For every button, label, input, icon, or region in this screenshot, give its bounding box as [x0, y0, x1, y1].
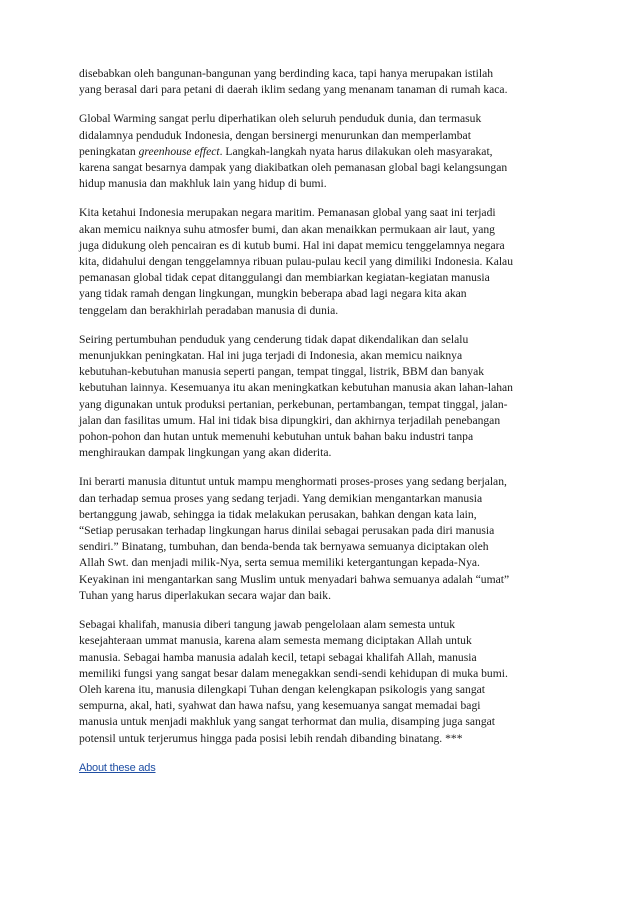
- paragraph-4: [79, 332, 567, 462]
- text-line: Seiring pertumbuhan penduduk yang cenderung tidak dapat dikendalikan dan selalu: [79, 332, 469, 346]
- paragraph-1: [79, 66, 567, 98]
- text-line: karena sangat besarnya dampak yang diakibatkan oleh pemanasan global bagi kelangsungan: [79, 161, 508, 175]
- document-body: [79, 66, 567, 776]
- italic-term: greenhouse effect: [138, 144, 220, 158]
- text-line: pemanasan global tidak cepat ditanggulangi dan membiarkan kegiatan-kegiatan manusia: [79, 271, 490, 285]
- text-line: Oleh karena itu, manusia dilengkapi Tuhan dengan kelengkapan psikologis yang sangat: [79, 682, 486, 696]
- text-line: manusia untuk menjadi makhluk yang sangat terhormat dan mulia, disamping juga sangat: [79, 715, 495, 729]
- text-line: disebabkan oleh bangunan-bangunan yang berdinding kaca, tapi hanya merupakan istilah: [79, 67, 494, 80]
- text-line: potensil untuk terjerumus hingga pada posisi lebih rendah dibanding binatang. ***: [79, 731, 463, 745]
- paragraph-2: [79, 111, 567, 192]
- text-line: kita, didahului dengan tenggelamnya ribuan pulau-pulau kecil yang dimiliki Indonesia. Kalau: [79, 255, 514, 269]
- text-line: kebutuhan-kebutuhan manusia seperti pangan, tempat tinggal, listrik, BBM dan banyak: [79, 365, 485, 379]
- text-line: sempurna, akal, hati, syahwat dan hawa nafsu, yang kesemuanya sangat memadai bagi: [79, 699, 481, 713]
- text-line: peningkatan greenhouse effect. Langkah-langkah nyata harus dilakukan oleh masyarakat,: [79, 144, 493, 158]
- paragraph-5: [79, 474, 567, 604]
- text-line: tenggelam dan berakhirlah peradaban manusia di dunia.: [79, 303, 339, 317]
- text-line: yang berasal dari para petani di daerah iklim sedang yang menanam tanaman di rumah kaca.: [79, 83, 508, 97]
- about-these-ads-link[interactable]: About these ads: [79, 761, 156, 774]
- text-line: Kita ketahui Indonesia merupakan negara maritim. Pemanasan global yang saat ini terjadi: [79, 206, 496, 220]
- text-line: yang tidak ramah dengan lingkungan, mungkin beberapa abad lagi negara kita akan: [79, 287, 467, 301]
- text-line: menghiraukan dampak lingkungan yang akan diderita.: [79, 446, 332, 460]
- text-line: juga didukung oleh pencairan es di kutub bumi. Hal ini dapat memicu tenggelamnya negara: [79, 238, 505, 252]
- text-line: sendiri.” Binatang, tumbuhan, dan benda-benda tak bernyawa semuanya diciptakan oleh: [79, 540, 489, 554]
- text-line: dan terhadap semua proses yang sedang terjadi. Yang demikian mengantarkan manusia: [79, 491, 483, 505]
- text-line: Sebagai khalifah, manusia diberi tangung jawab pengelolaan alam semesta untuk: [79, 618, 456, 632]
- text-line: kebutuhan lainnya. Kesemuanya itu akan meningkatkan kebutuhan manusia akan lahan-lahan: [79, 381, 513, 395]
- text-line: didalamnya penduduk Indonesia, dengan bersinergi menurunkan dan memperlambat: [79, 128, 471, 142]
- text-line: manusia. Sebagai hamba manusia adalah kecil, tetapi sebagai khalifah Allah, manusia: [79, 650, 477, 664]
- text-line: kesejahteraan ummat manusia, karena alam semesta memang diciptakan Allah untuk: [79, 634, 472, 648]
- text-line: menunjukkan peningkatan. Hal ini juga terjadi di Indonesia, akan memicu naiknya: [79, 349, 463, 363]
- text-line: Ini berarti manusia dituntut untuk mampu menghormati proses-proses yang sedang berjalan,: [79, 475, 507, 489]
- text-line: memiliki fungsi yang sangat besar dalam menegakkan sendi-sendi kehidupan di muka bumi.: [79, 666, 508, 680]
- text-line: Allah Swt. dan menjadi milik-Nya, serta semua memiliki ketergantungan kepada-Nya.: [79, 556, 480, 570]
- paragraph-3: [79, 205, 567, 318]
- paragraph-6: [79, 617, 567, 747]
- text-line: Global Warming sangat perlu diperhatikan oleh seluruh penduduk dunia, dan termasuk: [79, 112, 482, 126]
- text-line: Keyakinan ini mengantarkan sang Muslim untuk menyadari bahwa semuanya adalah “umat”: [79, 572, 510, 586]
- text-line: hidup manusia dan makhluk lain yang hidup di bumi.: [79, 177, 327, 191]
- text-line: jalan dan fasilitas umum. Hal ini tidak bisa dipungkiri, dan akhirnya terjadilah penebangan: [79, 413, 501, 427]
- text-line: yang digunakan untuk produksi pertanian, perkebunan, pertambangan, tempat tinggal, jalan-: [79, 397, 508, 411]
- text-line: pohon-pohon dan hutan untuk memenuhi kebutuhan untuk bahan baku industri tanpa: [79, 430, 474, 444]
- text-line: Tuhan yang harus diperlakukan secara wajar dan baik.: [79, 588, 331, 602]
- text-line: bertanggung jawab, sehingga ia tidak melakukan perusakan, bahkan dengan kata lain,: [79, 507, 477, 521]
- text-line: “Setiap perusakan terhadap lingkungan harus dinilai sebagai perusakan pada diri manusia: [79, 524, 495, 538]
- text-line: akan memicu naiknya suhu atmosfer bumi, dan akan menaikkan permukaan air laut, yang: [79, 222, 495, 236]
